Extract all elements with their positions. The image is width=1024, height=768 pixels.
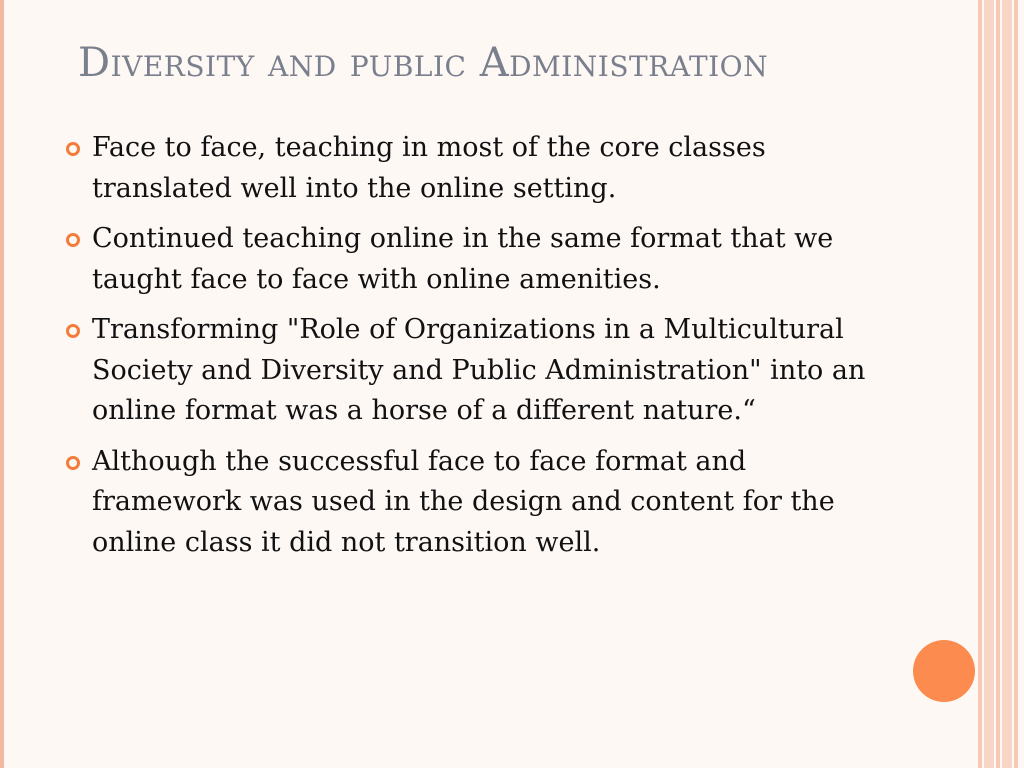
decorative-circle (913, 640, 975, 702)
bullet-ring-icon (66, 142, 80, 156)
bullet-item (64, 310, 884, 432)
bullet-ring-icon (66, 233, 80, 247)
bullet-ring-icon (66, 324, 80, 338)
bullet-text: Although the successful face to face format and framework was used in the design and content for the online class it did not transition well. (92, 445, 835, 558)
bullet-item (64, 442, 884, 564)
right-decorative-stripe (1002, 0, 1012, 768)
right-decorative-stripe (996, 0, 1000, 768)
right-decorative-stripe (978, 0, 982, 768)
bullet-item (64, 128, 884, 209)
bullet-ring-icon (66, 456, 80, 470)
bullet-list (64, 128, 884, 573)
bullet-text: Continued teaching online in the same format that we taught face to face with online amenities. (92, 223, 834, 295)
slide-title: Diversity and public Administration (78, 40, 769, 86)
left-border (0, 0, 4, 768)
right-decorative-stripe (1014, 0, 1018, 768)
right-decorative-stripe (984, 0, 994, 768)
bullet-item (64, 219, 884, 300)
bullet-text: Transforming "Role of Organizations in a Multicultural Society and Diversity and Public Administration" into an online format was a horse of a different nature.“ (92, 314, 866, 426)
bullet-text: Face to face, teaching in most of the core classes translated well into the online setting. (92, 132, 766, 204)
